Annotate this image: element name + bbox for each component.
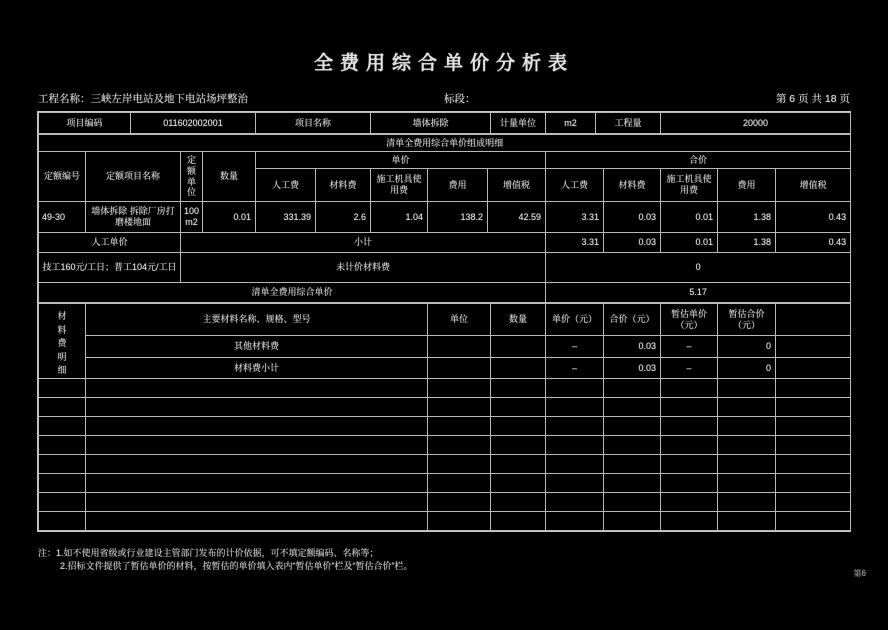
material-est-total: 0 [718,358,776,378]
unit-price-material: 2.6 [316,202,371,233]
total-tax: 0.43 [776,202,851,233]
unit-price-machine: 1.04 [371,202,428,233]
empty-row [39,378,851,397]
summary-label: 清单全费用综合单价 [39,283,546,303]
subtotal-machine: 0.01 [661,233,718,253]
page-indicator: 第 6 页 共 18 页 [775,93,850,105]
price-detail-table [38,134,851,303]
quota-name-cell: 墙体拆除 拆除厂房打磨楼地面 [86,202,181,233]
material-subtotal-row [39,358,851,378]
total-fee: 1.38 [718,202,776,233]
note-label: 注： [38,547,57,558]
analysis-table [37,111,851,532]
total-labor: 3.31 [546,202,604,233]
material-unit [428,336,491,358]
materials-header-row [39,304,851,336]
measure-unit-value: m2 [546,113,596,134]
unpriced-material-value: 0 [546,253,851,283]
labor-rate-note: 技工160元/工日；普工104元/工日 [39,253,181,283]
total-machine: 0.01 [661,202,718,233]
note-line: 2.招标文件提供了暂估单价的材料，按暂估的单价填入表内“暂估单价”栏及“暂估合价”栏。 [60,561,413,571]
item-name-label: 项目名称 [256,113,371,134]
col-header-machine: 施工机具使用费 [371,169,428,202]
subtotal-label: 小计 [181,233,546,253]
info-line [38,91,850,106]
col-header-est-total: 暂估合价（元） [718,304,776,336]
material-unit [428,358,491,378]
quantity-label: 工程量 [596,113,661,134]
empty-row [39,511,851,530]
table-row [39,135,851,152]
subtotal-tax: 0.43 [776,233,851,253]
material-blank [776,336,851,358]
unpriced-material-label: 未计价材料费 [181,253,546,283]
col-header-fee: 费用 [428,169,488,202]
material-est-price: – [661,336,718,358]
unpriced-material-row [39,253,851,283]
item-code-value: 011602002001 [131,113,256,134]
col-header-material: 材料费 [316,169,371,202]
subtotal-material: 0.03 [604,233,661,253]
col-header-quota-name: 定额项目名称 [86,152,181,202]
notes [38,547,868,574]
empty-row [39,492,851,511]
material-est-price: – [661,358,718,378]
subtotal-fee: 1.38 [718,233,776,253]
col-header-tax: 增值税 [488,169,546,202]
labor-price-label: 人工单价 [39,233,181,253]
quantity-value: 20000 [661,113,851,134]
col-header-material-total: 合价（元） [604,304,661,336]
section-label: 标段： [444,93,476,105]
table-header-row [39,152,851,169]
material-total: 0.03 [604,336,661,358]
summary-row [39,283,851,303]
col-header-material-name: 主要材料名称、规格、型号 [86,304,428,336]
summary-value: 5.17 [546,283,851,303]
col-header-material: 材料费 [604,169,661,202]
materials-side-label: 材料费明细 [39,304,86,379]
project-info-table [38,112,851,134]
material-name: 其他材料费 [86,336,428,358]
material-price: – [546,336,604,358]
note-line [38,547,868,561]
section-title: 清单全费用综合单价组成明细 [39,135,851,152]
col-header-labor: 人工费 [256,169,316,202]
subtotal-labor: 3.31 [546,233,604,253]
item-name-value: 墙体拆除 [371,113,491,134]
col-header-blank [776,304,851,336]
col-header-quota-unit: 定额单位 [181,152,203,202]
group-header-total-price: 合价 [546,152,851,169]
unit-price-fee: 138.2 [428,202,488,233]
quota-data-row [39,202,851,233]
empty-row [39,397,851,416]
page-title: 全费用综合单价分析表 [313,53,574,74]
material-est-total: 0 [718,336,776,358]
material-qty [491,358,546,378]
empty-row [39,435,851,454]
col-header-machine: 施工机具使用费 [661,169,718,202]
empty-row [39,454,851,473]
labor-subtotal-row [39,233,851,253]
materials-empty-rows [39,378,851,530]
quota-code-cell: 49-30 [39,202,86,233]
empty-row [39,473,851,492]
col-header-labor: 人工费 [546,169,604,202]
table-row [39,113,851,134]
group-header-unit-price: 单价 [256,152,546,169]
unit-price-tax: 42.59 [488,202,546,233]
materials-table [38,303,851,531]
col-header-tax: 增值税 [776,169,851,202]
quota-qty-cell: 0.01 [203,202,256,233]
empty-row [39,416,851,435]
material-blank [776,358,851,378]
project-name: 工程名称：三峡左岸电站及地下电站场坪整治 [38,93,248,105]
col-header-qty: 数量 [203,152,256,202]
col-header-fee: 费用 [718,169,776,202]
material-qty [491,336,546,358]
col-header-quota-code: 定额编号 [39,152,86,202]
material-total: 0.03 [604,358,661,378]
total-material: 0.03 [604,202,661,233]
unit-price-labor: 331.39 [256,202,316,233]
item-code-label: 项目编码 [39,113,131,134]
col-header-material-price: 单价（元） [546,304,604,336]
quota-unit-cell: 100m2 [181,202,203,233]
col-header-material-unit: 单位 [428,304,491,336]
measure-unit-label: 计量单位 [491,113,546,134]
material-row [39,336,851,358]
col-header-est-price: 暂估单价（元） [661,304,718,336]
page-footer-mark: 第6 [853,569,866,578]
material-price: – [546,358,604,378]
material-name: 材料费小计 [86,358,428,378]
col-header-material-qty: 数量 [491,304,546,336]
note-text: 1.如不使用省级或行业建设主管部门发布的计价依据，可不填定额编码、名称等； [56,547,379,558]
